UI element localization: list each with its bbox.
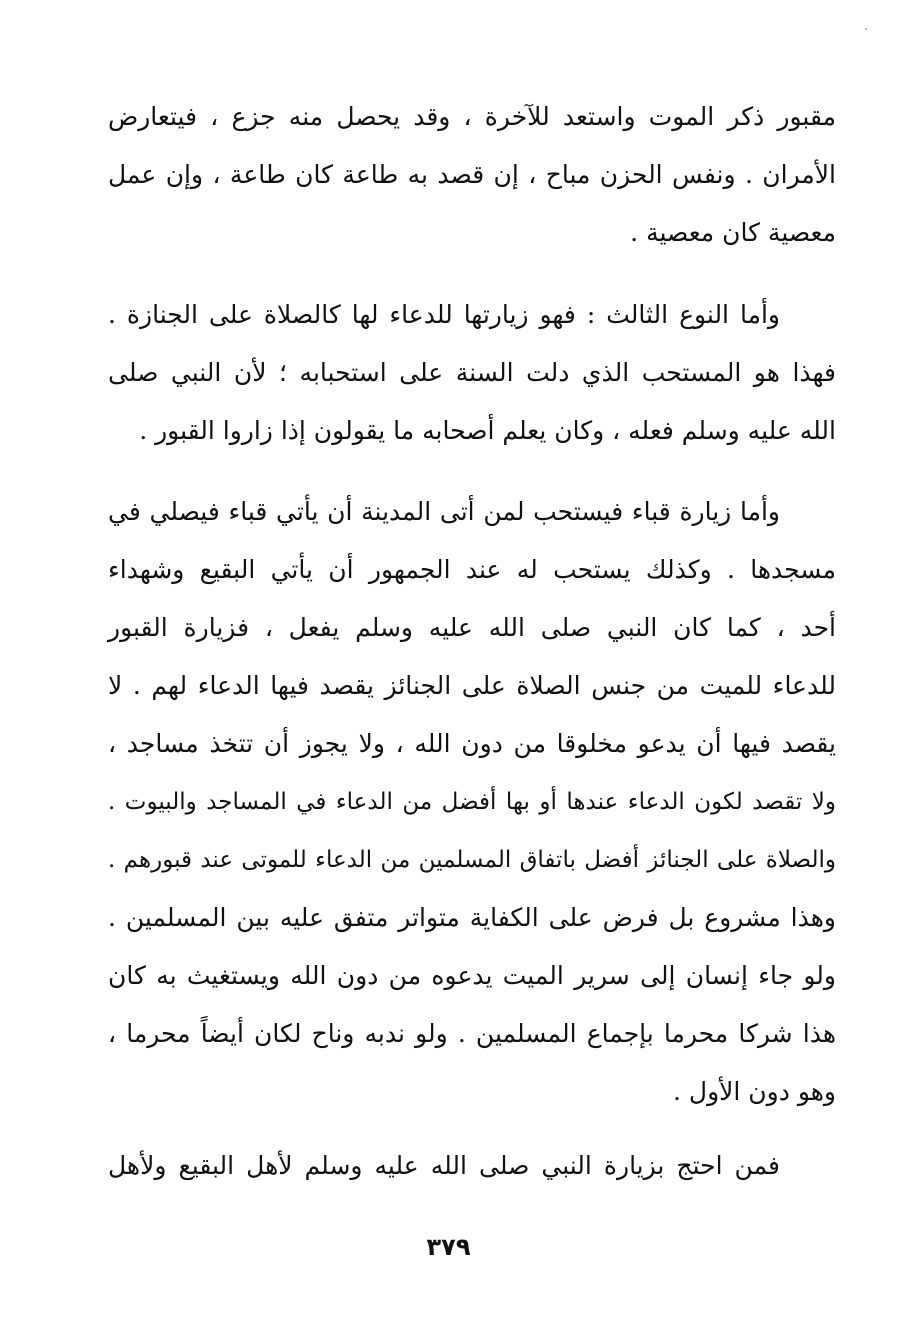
text-line: وهذا مشروع بل فرض على الكفاية متواتر متفق عليه بين المسلمين . <box>108 903 836 932</box>
text-line: والصلاة على الجنائز أفضل باتفاق المسلمين من الدعاء للموتى عند قبورهم . <box>108 847 836 873</box>
text-line: فهذا هو المستحب الذي دلت السنة على استحبابه ؛ لأن النبي صلى <box>108 358 836 387</box>
text-line: الله عليه وسلم فعله ، وكان يعلم أصحابه ما يقولون إذا زاروا القبور . <box>139 416 836 445</box>
paragraph-1 <box>108 88 836 262</box>
text-line: وهو دون الأول . <box>673 1077 836 1106</box>
text-line: مسجدها . وكذلك يستحب له عند الجمهور أن يأتي البقيع وشهداء <box>108 555 836 584</box>
text-line: ولو جاء إنسان إلى سرير الميت يدعوه من دون الله ويستغيث به كان <box>108 961 836 990</box>
text-line: ولا تقصد لكون الدعاء عندها أو بها أفضل من الدعاء في المساجد والبيوت . <box>108 789 837 815</box>
text-line: وأما زيارة قباء فيستحب لمن أتى المدينة أن يأتي قباء فيصلي في <box>108 497 780 526</box>
text-line: الأمران . ونفس الحزن مباح ، إن قصد به طاعة كان طاعة ، وإن عمل <box>108 160 836 189</box>
paragraph-2 <box>108 286 836 460</box>
scan-speck <box>865 28 867 30</box>
text-line: وأما النوع الثالث : فهو زيارتها للدعاء لها كالصلاة على الجنازة . <box>108 300 780 329</box>
text-line: فمن احتج بزيارة النبي صلى الله عليه وسلم لأهل البقيع ولأهل <box>108 1151 780 1180</box>
text-line: مقبور ذكر الموت واستعد للآخرة ، وقد يحصل منه جزع ، فيتعارض <box>108 102 836 131</box>
text-line: أحد ، كما كان النبي صلى الله عليه وسلم يفعل ، فزيارة القبور <box>108 613 836 642</box>
page-number: ٣٧٩ <box>426 1233 471 1261</box>
text-line: هذا شركا محرما بإجماع المسلمين . ولو ندبه وناح لكان أيضاً محرما ، <box>108 1019 836 1048</box>
paragraph-3 <box>108 483 836 1121</box>
paragraph-4 <box>108 1137 836 1195</box>
text-line: يقصد فيها أن يدعو مخلوقا من دون الله ، ولا يجوز أن تتخذ مساجد ، <box>108 729 836 758</box>
text-line: معصية كان معصية . <box>630 218 836 247</box>
text-line: للدعاء للميت من جنس الصلاة على الجنائز يقصد فيها الدعاء لهم . لا <box>108 671 836 700</box>
